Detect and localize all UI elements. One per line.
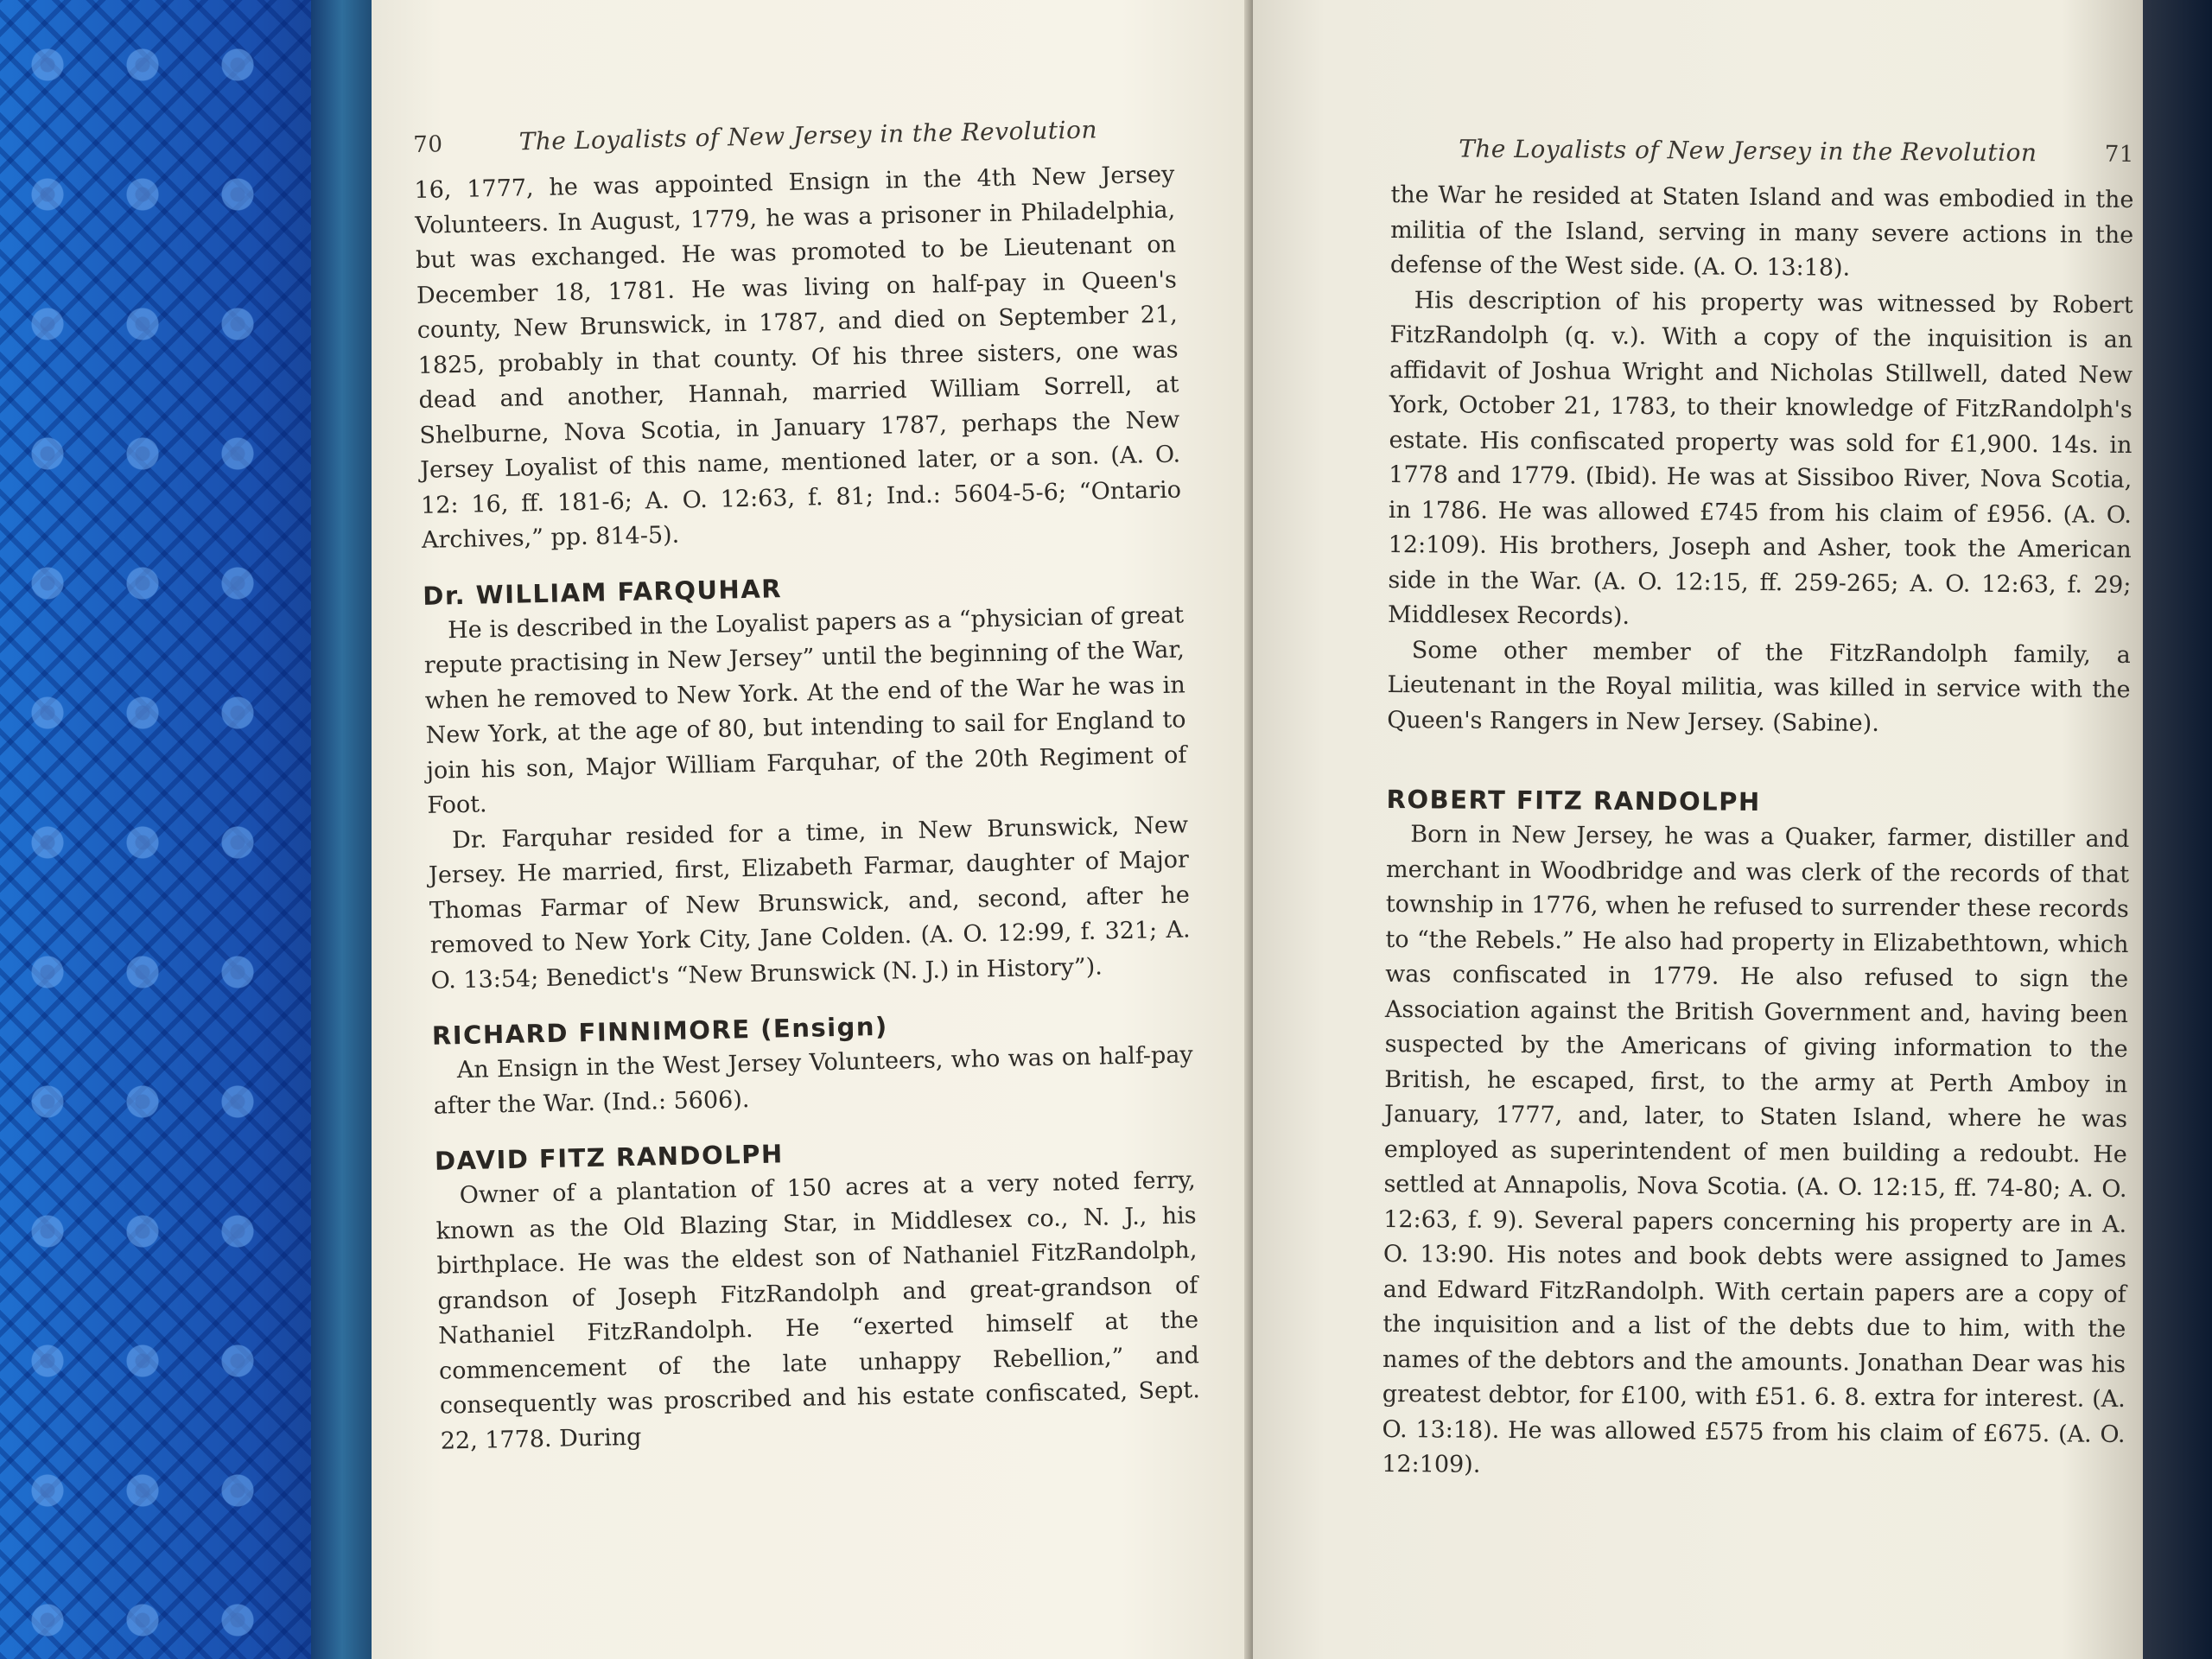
- left-page-number: 70: [413, 131, 443, 158]
- right-page: [1253, 0, 2152, 1659]
- entry-heading-david-fitz-randolph: DAVID FITZ RANDOLPH: [434, 1139, 785, 1176]
- continued-paragraph: Some other member of the FitzRandolph family, a Lieutenant in the Royal militia, was killed in service with the Queen's Rangers in New Jersey. (Sabine).: [1387, 636, 2131, 737]
- right-page-number: 71: [2104, 141, 2134, 168]
- right-running-head-title: The Loyalists of New Jersey in the Revolution: [1459, 134, 2037, 168]
- book-right-edge: [2143, 0, 2212, 1659]
- left-running-head: [413, 114, 1173, 158]
- continued-paragraph: the War he resided at Staten Island and was embodied in the militia of the Island, serving in many severe actions in the defense of the West side. (A. O. 13:18).: [1389, 181, 2134, 282]
- left-running-head-title: The Loyalists of New Jersey in the Revolution: [518, 115, 1098, 156]
- entry-heading-robert-fitz-randolph: ROBERT FITZ RANDOLPH: [1386, 784, 1761, 817]
- entry-paragraph: An Ensign in the West Jersey Volunteers, who was on half-pay after the War. (Ind.: 5606).: [433, 1041, 1193, 1120]
- left-page-content: [413, 114, 1201, 1459]
- entry-paragraph: Born in New Jersey, he was a Quaker, farmer, distiller and merchant in Woodbridge and was clerk of the records of that township in 1776, when he refused to surrender these records to “the Rebels.” He also had property in Elizabethtown, which was confiscated in 1779. He also refused to sign the Association against the British Government and, having been suspected by the Americans of giving information to the British, he escaped, first, to the army at Perth Amboy in January, 1777, and, later, to Staten Island, where he was employed as superintendent of men building a redoubt. He settled at Annapolis, Nova Scotia. (A. O. 12:15, ff. 74-80; A. O. 12:63, f. 9). Several papers concerning his property are in A. O. 13:90. His notes and book debts were assigned to James and Edward FitzRandolph. With certain papers are a copy of the inquisition and a list of the debts due to him, with the names of the debtors and the amounts. Jonathan Dear was his greatest debtor, for £100, with £51. 6. 8. extra for interest. (A. O. 13:18). He was allowed £575 from his claim of £675. (A. O. 12:109).: [1382, 821, 2130, 1478]
- right-page-content: [1382, 134, 2134, 1487]
- left-opening-paragraph: 16, 1777, he was appointed Ensign in the 4th New Jersey Volunteers. In August, 1779, he was a prisoner in Philadelphia, but was exchanged. He was promoted to be Lieutenant on December 18, 1781. He was living on half-pay in Queen's county, New Brunswick, in 1787, and died on September 21, 1825, probably in that county. Of his three sisters, one was dead and another, Hannah, married William Sorrell, at Shelburne, Nova Scotia, in January 1787, perhaps the New Jersey Loyalist of this name, mentioned later, or a son. (A. O. 12: 16, ff. 181-6; A. O. 12:63, f. 81; Ind.: 5604-5-6; “Ontario Archives,” pp. 814-5).: [414, 161, 1182, 554]
- entry-heading-richard-finnimore: RICHARD FINNIMORE (Ensign): [431, 1011, 889, 1051]
- right-running-head: [1391, 134, 2134, 168]
- book-cover-fabric: [0, 0, 363, 1659]
- left-page: [372, 0, 1253, 1659]
- continued-paragraph: His description of his property was witnessed by Robert FitzRandolph (q. v.). With a copy of the inquisition is an affidavit of Joshua Wright and Nicholas Stillwell, dated New York, October 21, 1783, to their knowledge of FitzRandolph's estate. His confiscated property was sold for £1,900. 14s. in 1778 and 1779. (Ibid). He was at Sissiboo River, Nova Scotia, in 1786. He was allowed £745 from his claim of £956. (A. O. 12:109). His brothers, Joseph and Asher, took the American side in the War. (A. O. 12:15, ff. 259-265; A. O. 12:63, f. 29; Middlesex Records).: [1388, 286, 2133, 630]
- entry-paragraph: Dr. Farquhar resided for a time, in New Brunswick, New Jersey. He married, first, Elizabeth Farmar, daughter of Major Thomas Farmar of New Brunswick, and, second, after he removed to New York City, Jane Colden. (A. O. 12:99, f. 321; A. O. 13:54; Benedict's “New Brunswick (N. J.) in History”).: [428, 810, 1191, 995]
- entry-heading-william-farquhar: Dr. WILLIAM FARQUHAR: [422, 573, 783, 611]
- entry-paragraph: Owner of a plantation of 150 acres at a very noted ferry, known as the Old Blazing Star, in Middlesex co., N. J., his birthplace. He was the eldest son of Nathaniel FitzRandolph, grandson of Joseph FitzRandolph and great-grandson of Nathaniel FitzRandolph. He “exerted himself at the commencement of the late unhappy Rebellion,” and consequently was proscribed and his estate confiscated, Sept. 22, 1778. During: [435, 1166, 1201, 1455]
- entry-paragraph: He is described in the Loyalist papers as a “physician of great repute practising in New Jersey” until the beginning of the War, when he removed to New York. At the end of the War he was in New York, at the age of 80, but intending to sail for England to join his son, Major William Farquhar, of the 20th Regiment of Foot.: [423, 601, 1187, 819]
